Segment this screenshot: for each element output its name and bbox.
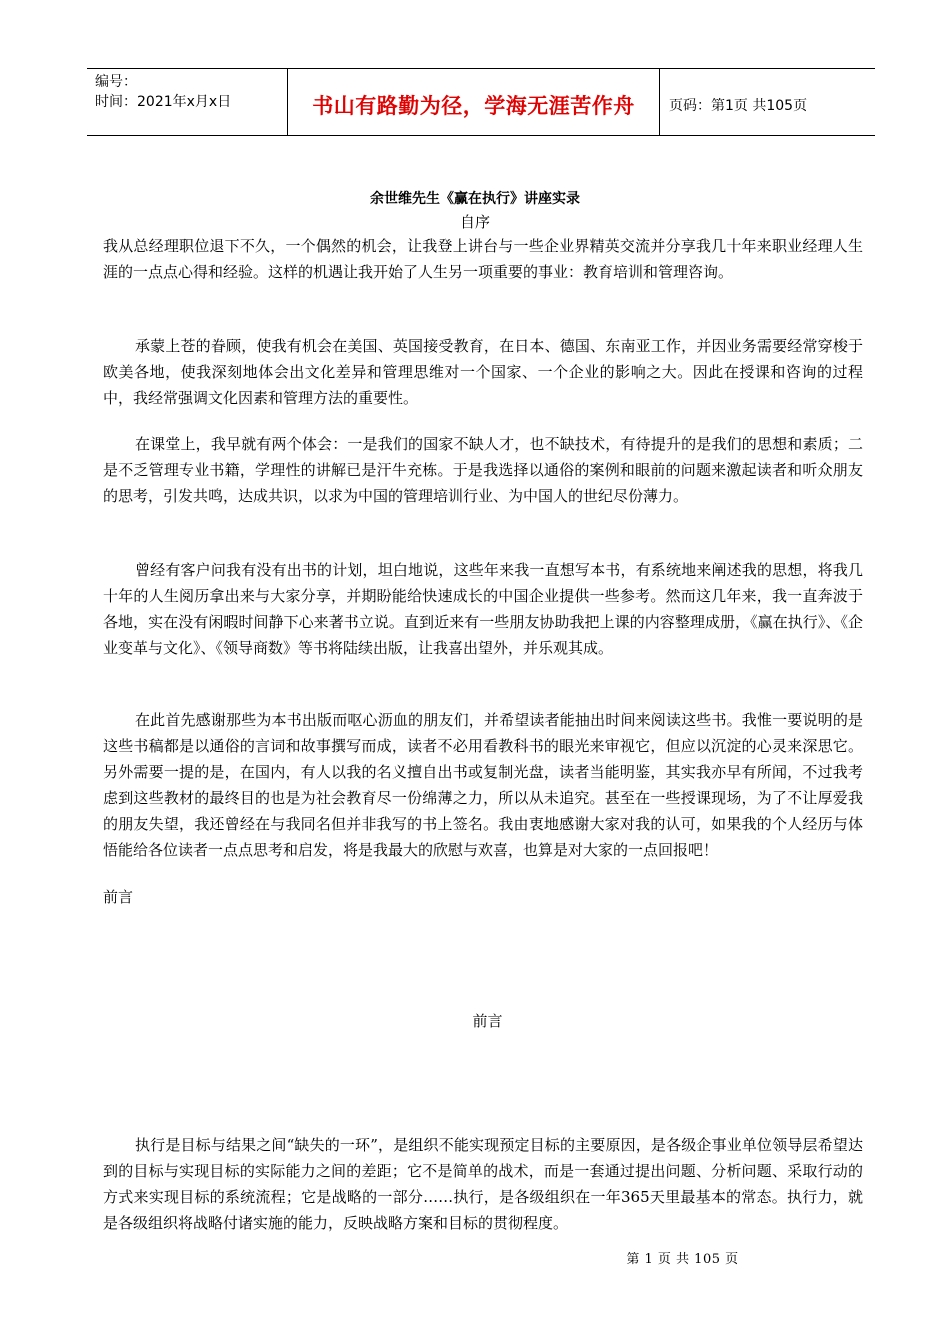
preface-paragraph-2: 承蒙上苍的眷顾，使我有机会在美国、英国接受教育，在日本、德国、东南亚工作，并因业务需要经常穿梭于欧美各地，使我深刻地体会出文化差异和管理思维对一个国家、一个企业的影响之大。因此在授课和咨询的过程中，我经常强调文化因素和管理方法的重要性。 — [103, 337, 863, 407]
preface-paragraph-5: 在此首先感谢那些为本书出版而呕心沥血的朋友们，并希望读者能抽出时间来阅读这些书。我惟一要说明的是这些书稿都是以通俗的言词和故事撰写而成，读者不必用看教科书的眼光来审视它，但应以沉淀的心灵来深思它。另外需要一提的是，在国内，有人以我的名义擅自出书或复制光盘，读者当能明鉴，其实我亦早有所闻，不过我考虑到这些教材的最终目的也是为社会教育尽一份绵薄之力，所以从未追究。甚至在一些授课现场，为了不让厚爱我的朋友失望，我还曾经在与我同名但并非我写的书上签名。我由衷地感谢大家对我的认可，如果我的个人经历与体悟能给各位读者一点点思考和启发，将是我最大的欣慰与欢喜，也算是对大家的一点回报吧！ — [103, 711, 863, 859]
preface-paragraph-4: 曾经有客户问我有没有出书的计划，坦白地说，这些年来我一直想写本书，有系统地来阐述我的思想，将我几十年的人生阅历拿出来与大家分享，并期盼能给快速成长的中国企业提供一些参考。然而这几年来，我一直奔波于各地，实在没有闲暇时间静下心来著书立说。直到近来有一些朋友协助我把上课的内容整理成册，《赢在执行》、《企业变革与文化》、《领导商数》等书将陆续出版，让我喜出望外，并乐观其成。 — [103, 561, 863, 657]
preface-paragraph-1: 我从总经理职位退下不久，一个偶然的机会，让我登上讲台与一些企业界精英交流并分享我几十年来职业经理人生涯的一点点心得和经验。这样的机遇让我开始了人生另一项重要的事业：教育培训和管理咨询。 — [103, 237, 863, 281]
number-label: 编号： — [95, 74, 137, 90]
page-footer: 第 1 页 共 105 页 — [626, 1252, 739, 1267]
header-page-cell — [660, 69, 875, 135]
foreword-paragraph: 执行是目标与结果之间“缺失的一环”，是组织不能实现预定目标的主要原因，是各级企事业单位领导层希望达到的目标与实现目标的实际能力之间的差距；它不是简单的战术，而是一套通过提出问题、分析问题、采取行动的方式来实现目标的系统流程；它是战略的一部分……执行，是各级组织在一年365天里最基本的常态。执行力，就是各级组织将战略付诸实施的能力，反映战略方案和目标的贯彻程度。 — [103, 1136, 863, 1232]
foreword-heading: 前言 — [472, 1012, 503, 1030]
preface-heading: 自序 — [459, 213, 490, 231]
header-meta-cell — [87, 69, 288, 135]
foreword-label: 前言 — [103, 888, 134, 906]
document-header — [87, 68, 875, 136]
preface-paragraph-3: 在课堂上，我早就有两个体会：一是我们的国家不缺人才，也不缺技术，有待提升的是我们的思想和素质；二是不乏管理专业书籍，学理性的讲解已是汗牛充栋。于是我选择以通俗的案例和眼前的问题来激起读者和听众朋友的思考，引发共鸣，达成共识，以求为中国的管理培训行业、为中国人的世纪尽份薄力。 — [103, 435, 863, 505]
time-label: 时间：2021年x月x日 — [95, 94, 232, 110]
document-title: 余世维先生《赢在执行》讲座实录 — [370, 191, 580, 207]
page-info: 页码：第1页 共105页 — [669, 98, 808, 114]
header-motto-cell — [288, 69, 660, 135]
motto-text: 书山有路勤为径，学海无涯苦作舟 — [312, 94, 635, 118]
